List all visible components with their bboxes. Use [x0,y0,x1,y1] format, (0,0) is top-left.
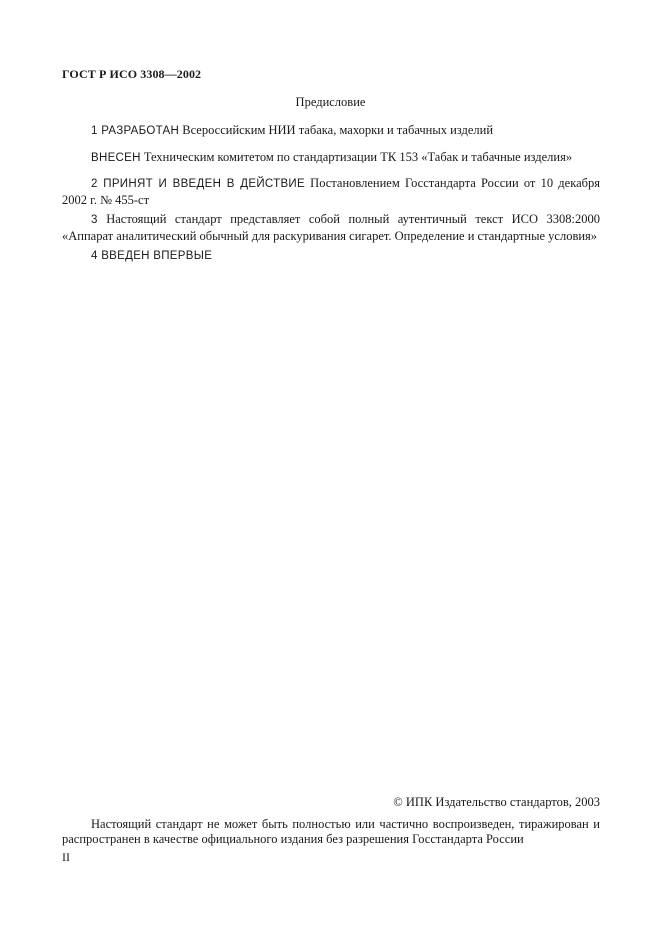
preface-item-text: Всероссийским НИИ табака, махорки и табачных изделий [179,123,494,137]
preface-item-text: Постановлением Госстандарта России от 10 декабря 2002 г. № 455-ст [62,176,600,207]
preface-item-text: Техническим комитетом по стандартизации ТК 153 «Табак и табачные изделия» [140,150,573,164]
preface-item-lead: 3 [91,214,98,226]
preface-item-lead: 4 ВВЕДЕН ВПЕРВЫЕ [91,250,213,262]
preface-title: Предисловие [295,95,366,109]
preface-item-first-introduced [62,247,600,264]
preface-item-developed [62,122,600,139]
preface-item-lead: 2 ПРИНЯТ И ВВЕДЕН В ДЕЙСТВИЕ [91,178,305,190]
reproduction-notice: Настоящий стандарт не может быть полностью или частично воспроизведен, тиражирован и распространен в качестве официального издания без разрешения Госстандарта России [62,817,600,846]
preface-item-text: Настоящий стандарт представляет собой полный аутентичный текст ИСО 3308:2000 «Аппарат аналитический обычный для раскуривания сигарет. Определение и стандартные условия» [62,212,600,243]
preface-item-introduced [62,149,600,166]
document-code-header: ГОСТ Р ИСО 3308—2002 [62,67,202,81]
preface-item-adopted [62,175,600,208]
preface-item-authentic-text [62,211,600,244]
page-number: II [62,850,70,864]
copyright-notice: © ИПК Издательство стандартов, 2003 [393,795,600,809]
preface-item-lead: ВНЕСЕН [91,152,141,164]
preface-item-lead: 1 РАЗРАБОТАН [91,125,180,137]
